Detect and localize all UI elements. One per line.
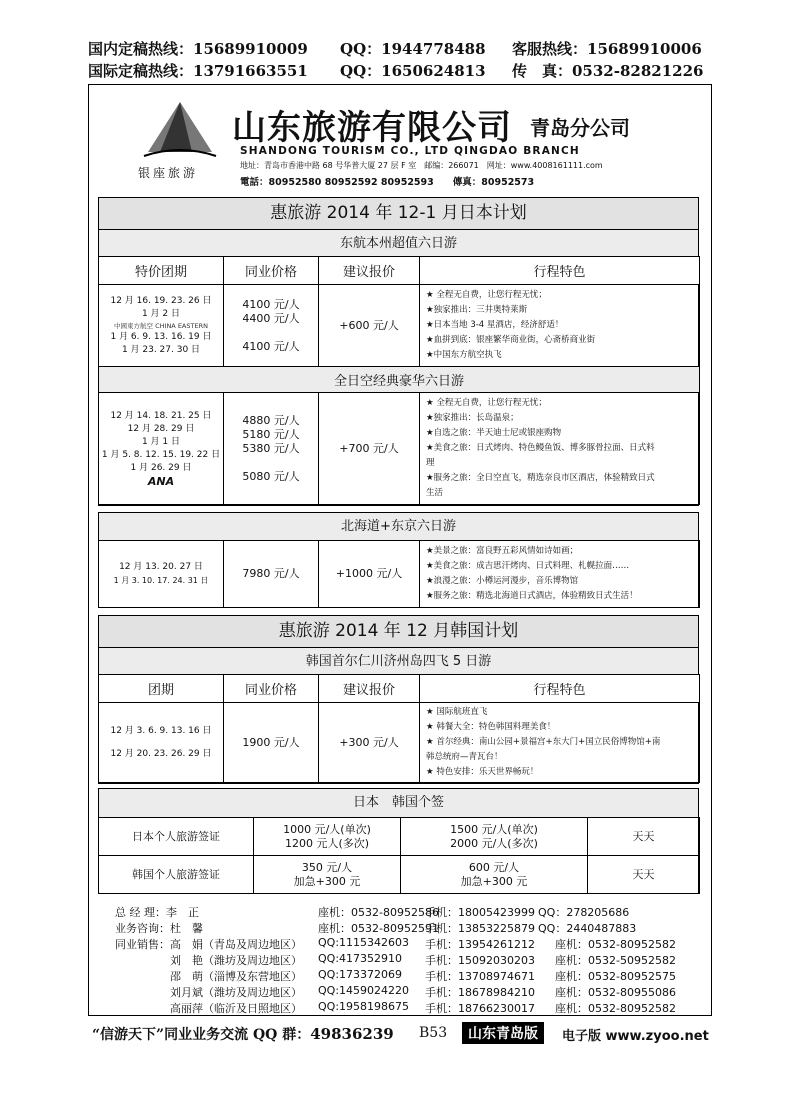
visa-fee: 600 元/人: [468, 860, 520, 874]
tour1-price: 4100 元/人: [242, 339, 300, 353]
tour2-date: 12 月 14. 18. 21. 25 日: [110, 410, 212, 421]
korea-date: 12 月 20. 23. 26. 29 日: [110, 748, 212, 759]
hokkaido-feature: ★美景之旅：富良野五彩风情如诗如画；: [426, 546, 579, 556]
header-features: 行程特色: [420, 675, 700, 703]
contact-mobile: 手机：18766230017: [425, 1002, 535, 1015]
tour1-feature: ★日本当地 3-4 星酒店，经济舒适！: [426, 320, 564, 330]
hokkaido-table: [98, 540, 700, 608]
company-name: 山东旅游有限公司: [232, 108, 512, 148]
visa-fee: 1500 元/人(单次): [450, 822, 538, 836]
contact-role: 刘 艳（潍坊及周边地区）: [115, 954, 302, 967]
korea-price: 1900 元/人: [224, 703, 319, 783]
hokkaido-section: [98, 512, 699, 608]
contact-mobile: 手机：13708974671: [425, 970, 535, 983]
header-trade-price: 同业价格: [224, 675, 319, 703]
japan-section: [98, 197, 699, 506]
tour2-price: 4880 元/人: [242, 413, 300, 427]
china-eastern-logo-icon: 中國東方航空 CHINA EASTERN: [114, 321, 208, 330]
tour1-feature: ★中国东方航空执飞: [426, 350, 502, 360]
tour1-quote: +600 元/人: [319, 285, 420, 367]
contact-role: 高丽萍（临沂及日照地区）: [115, 1002, 302, 1015]
visa-frequency: 天天: [588, 856, 700, 894]
hokkaido-title: 北海道+东京六日游: [99, 513, 698, 541]
tour1-date: 12 月 16. 19. 23. 26 日: [110, 295, 212, 306]
visa-fee: 加急+300 元: [293, 874, 361, 888]
tour1-price: 4400 元/人: [242, 311, 300, 325]
contact-role: 同业销售：高 娟（青岛及周边地区）: [115, 938, 302, 951]
company-branch: 青岛分公司: [530, 116, 630, 140]
footer-group: [92, 1024, 394, 1044]
tour2-price: 5180 元/人: [242, 427, 300, 441]
hokkaido-feature: ★浪漫之旅：小樽运河漫步，音乐博物馆: [426, 576, 579, 586]
contact-mobile: 手机：13853225879: [425, 922, 535, 935]
header-suggested-price: 建议报价: [319, 257, 420, 285]
japan-tour2-title: 全日空经典豪华六日游: [99, 367, 700, 393]
contact-qq: QQ:173372069: [318, 968, 403, 981]
ana-logo-icon: ANA: [147, 474, 175, 488]
contact-role: 业务咨询：杜 馨: [115, 922, 203, 935]
visa-name: 日本个人旅游签证: [99, 818, 254, 856]
korea-quote: +300 元/人: [319, 703, 420, 783]
contact-landline: 座机：0532-80952582: [555, 938, 676, 951]
korea-feature: ★ 国际航班直飞: [426, 707, 488, 717]
tour2-quote: +700 元/人: [319, 393, 420, 505]
footer-edition: 山东青岛版: [462, 1022, 544, 1044]
header-dates: 特价团期: [99, 257, 224, 285]
contact-mobile: 手机：18005423999: [425, 906, 535, 919]
tour2-date: 12 月 28. 29 日: [127, 423, 195, 434]
visa-frequency: 天天: [588, 818, 700, 856]
company-logo-icon: [140, 100, 220, 160]
korea-title: 惠旅游 2014 年 12 月韩国计划: [99, 616, 698, 648]
visa-title: 日本 韩国个签: [99, 789, 698, 818]
footer-website: 电子版 www.zyoo.net: [562, 1029, 709, 1044]
visa-table: [98, 817, 700, 894]
tour1-date: 1 月 6. 9. 13. 16. 19 日: [110, 331, 212, 342]
contact-landline: 座机：0532-80952575: [555, 970, 676, 983]
tour2-feature: ★服务之旅：全日空直飞，精选奈良市区酒店，体验精致日式: [426, 473, 655, 483]
footer-page: B53: [419, 1025, 448, 1041]
tour1-date: 1 月 23. 27. 30 日: [121, 344, 201, 355]
contact-role: 邵 萌（淄博及东营地区）: [115, 970, 302, 983]
visa-section: [98, 788, 699, 894]
contact-phone: 座机：0532-80952586: [318, 906, 439, 919]
visa-name: 韩国个人旅游签证: [99, 856, 254, 894]
korea-subtitle: 韩国首尔仁川济州岛四飞 5 日游: [99, 648, 698, 676]
logo-text: 银座旅游: [138, 166, 199, 180]
hokkaido-date: 1 月 3. 10. 17. 24. 31 日: [113, 576, 209, 585]
hokkaido-date: 12 月 13. 20. 27 日: [119, 562, 203, 572]
footer-group-number: 49836239: [310, 1025, 394, 1043]
company-name-en: SHANDONG TOURISM CO., LTD QINGDAO BRANCH: [240, 145, 580, 157]
footer-group-label: “信游天下”同业业务交流 QQ 群：: [92, 1027, 311, 1043]
contact-extra: QQ：278205686: [538, 906, 630, 919]
hotline-service: 客服热线：15689910006: [512, 40, 702, 58]
company-address: 地址：青岛市香港中路 68 号华普大厦 27 层 F 室 邮编：266071 网址：www.4008161111.com: [240, 161, 603, 170]
tour2-date: 1 月 26. 29 日: [130, 462, 192, 473]
hokkaido-feature: ★服务之旅：精选北海道日式酒店，体验精致日式生活！: [426, 591, 638, 601]
tour2-feature: ★ 全程无自费，让您行程无忧；: [426, 398, 547, 408]
contact-role: 总 经 理：李 正: [115, 906, 199, 919]
japan-title: 惠旅游 2014 年 12-1 月日本计划: [99, 198, 698, 230]
header-features: 行程特色: [420, 257, 700, 285]
contact-mobile: 手机：18678984210: [425, 986, 535, 999]
contact-phone: 座机：0532-80952591: [318, 922, 439, 935]
tour2-date: 1 月 5. 8. 12. 15. 19. 22 日: [101, 449, 221, 460]
tour2-feature: ★美食之旅：日式烤肉、特色鳗鱼饭、博多豚骨拉面、日式料: [426, 443, 655, 453]
hokkaido-price: 7980 元/人: [224, 541, 319, 608]
tour2-price: 5380 元/人: [242, 441, 300, 455]
hotline-domestic: 国内定稿热线：15689910009: [88, 40, 308, 58]
hotline-fax: 传 真：0532-82821226: [512, 62, 704, 80]
tour1-feature: ★血拼到底：银座繁华商业街，心斋桥商业街: [426, 335, 596, 345]
contact-qq: QQ:1115342603: [318, 936, 410, 949]
tour2-feature: 理: [426, 458, 435, 468]
hokkaido-feature: ★美食之旅：成吉思汗烤肉、日式料理、札幌拉面……: [426, 561, 630, 571]
contact-qq: QQ:1958198675: [318, 1000, 410, 1013]
korea-table: [98, 674, 700, 783]
contact-mobile: 手机：15092030203: [425, 954, 535, 967]
contact-landline: 座机：0532-50952582: [555, 954, 676, 967]
tour2-feature: 生活: [426, 488, 444, 498]
hotline-domestic-qq: QQ：1944778488: [340, 40, 486, 58]
korea-feature: ★ 特色安排：乐天世界畅玩！: [426, 767, 539, 777]
visa-fee: 350 元/人: [301, 860, 353, 874]
hokkaido-quote: +1000 元/人: [319, 541, 420, 608]
header-suggested-price: 建议报价: [319, 675, 420, 703]
company-phone: 電話：80952580 80952592 80952593 傳真：80952573: [240, 177, 535, 188]
tour1-feature: ★独家推出：三井奥特莱斯: [426, 305, 528, 315]
contact-mobile: 手机：13954261212: [425, 938, 535, 951]
header-trade-price: 同业价格: [224, 257, 319, 285]
visa-fee: 1000 元/人(单次): [283, 822, 371, 836]
korea-feature: 韩总统府—青瓦台！: [426, 752, 503, 762]
japan-tour1-table: [98, 256, 700, 505]
tour2-feature: ★自选之旅：半天迪士尼或银座购物: [426, 428, 562, 438]
visa-fee: 1200 元人(多次): [284, 836, 370, 850]
visa-fee: 加急+300 元: [460, 874, 528, 888]
visa-fee: 2000 元/人(多次): [450, 836, 538, 850]
korea-section: [98, 615, 699, 784]
japan-tour1-title: 东航本州超值六日游: [99, 230, 698, 258]
contact-extra: QQ：2440487883: [538, 922, 637, 935]
tour1-feature: ★ 全程无自费，让您行程无忧；: [426, 290, 547, 300]
contact-role: 刘月斌（潍坊及周边地区）: [115, 986, 302, 999]
contact-landline: 座机：0532-80955086: [555, 986, 676, 999]
contact-landline: 座机：0532-80952582: [555, 1002, 676, 1015]
hotline-intl: 国际定稿热线：13791663551: [88, 62, 308, 80]
tour1-date: 1 月 2 日: [141, 308, 181, 319]
tour2-feature: ★独家推出：长岛温泉；: [426, 413, 519, 423]
contact-qq: QQ:1459024220: [318, 984, 410, 997]
hotline-intl-qq: QQ：1650624813: [340, 62, 486, 80]
contact-qq: QQ:417352910: [318, 952, 403, 965]
header-dates: 团期: [99, 675, 224, 703]
tour2-date: 1 月 1 日: [141, 436, 181, 447]
korea-date: 12 月 3. 6. 9. 13. 16 日: [110, 725, 212, 736]
korea-feature: ★ 韩餐大全：特色韩国料理美食！: [426, 722, 556, 732]
tour2-price: 5080 元/人: [242, 469, 300, 483]
korea-feature: ★ 首尔经典：南山公园+景福宫+东大门+国立民俗博物馆+南: [426, 737, 661, 747]
tour1-price: 4100 元/人: [242, 297, 300, 311]
